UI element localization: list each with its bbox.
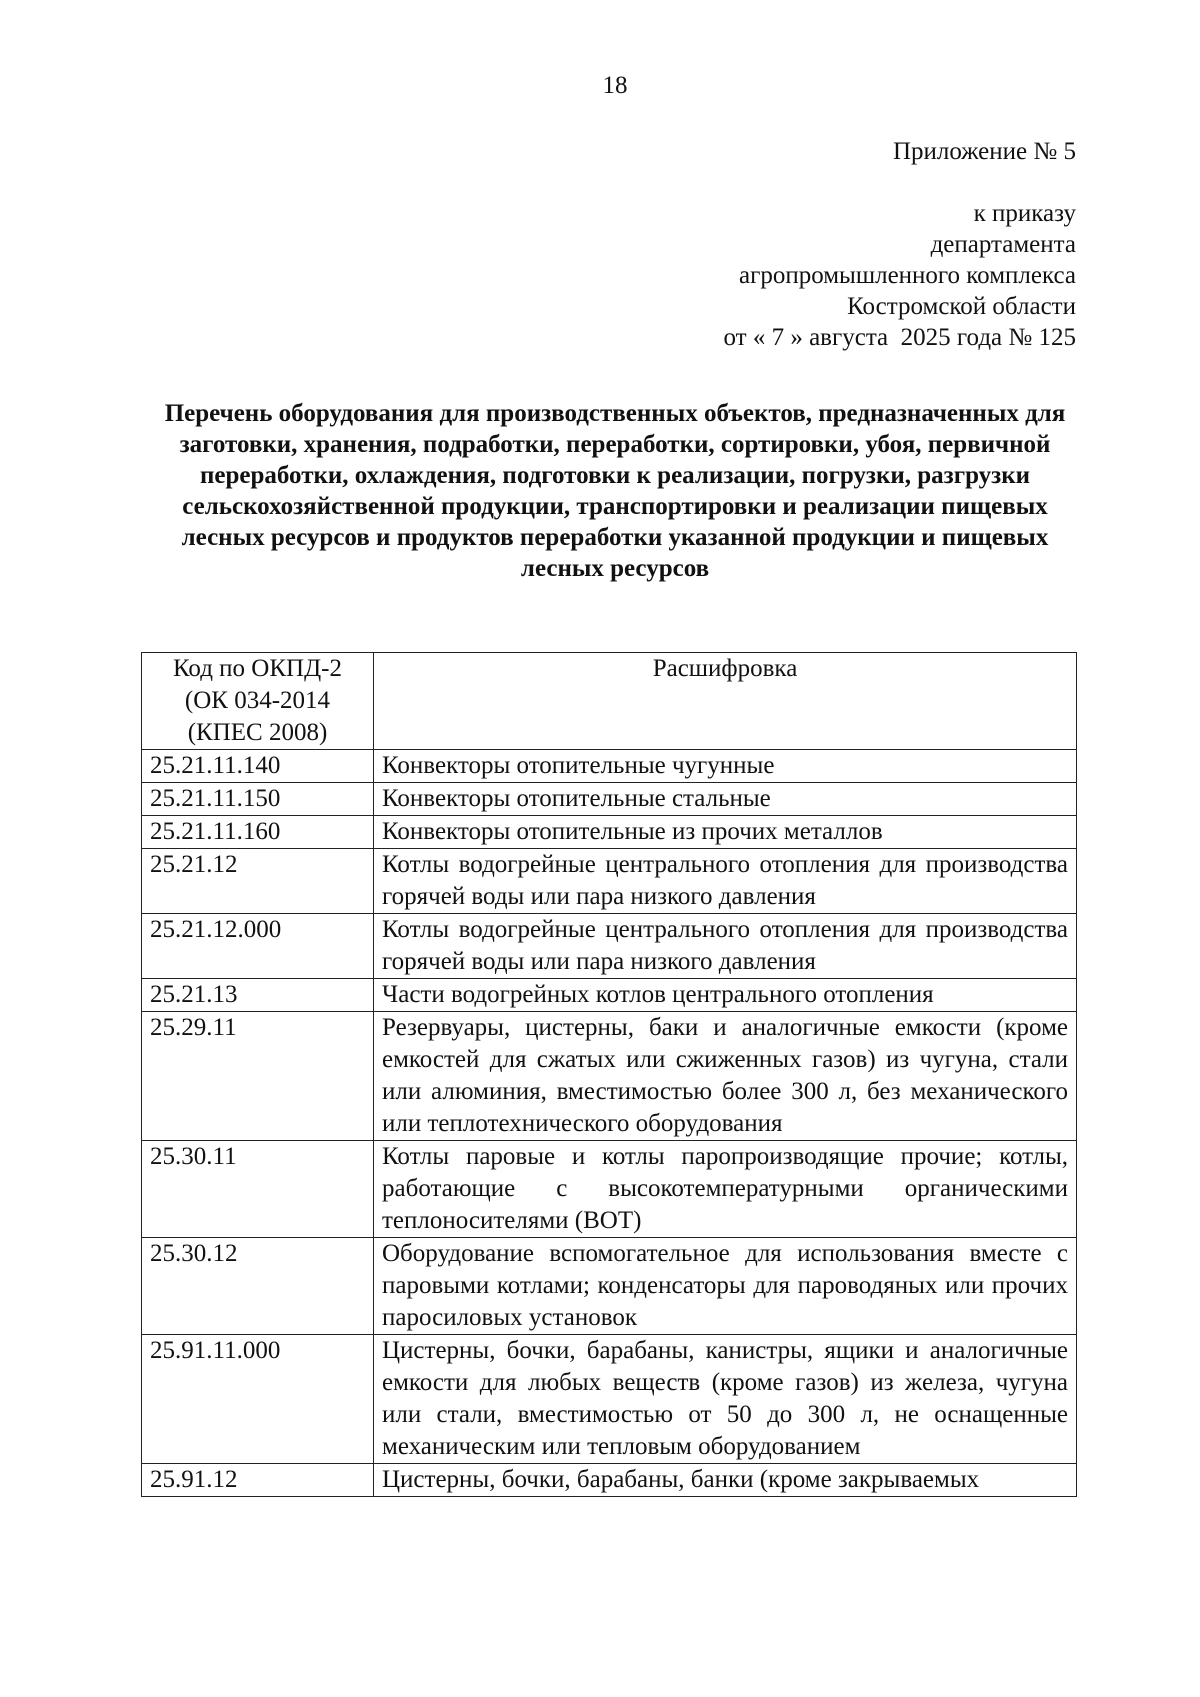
cell-code: 25.21.12 <box>142 849 374 914</box>
table-row <box>142 914 1077 979</box>
table-row <box>142 849 1077 914</box>
cell-description: Части водогрейных котлов центрального отопления <box>374 979 1077 1012</box>
header-code: Код по ОКПД-2 (ОК 034-2014 (КПЕС 2008) <box>142 653 374 750</box>
table-row <box>142 1012 1077 1141</box>
cell-code: 25.91.12 <box>142 1464 374 1497</box>
cell-code: 25.21.11.160 <box>142 816 374 849</box>
cell-description: Резервуары, цистерны, баки и аналогичные емкости (кроме емкостей для сжатых или сжиженных газов) из чугуна, стали или алюминия, вместимостью более 300 л, без механического или теплотехнического оборудования <box>374 1012 1077 1141</box>
header-description: Расшифровка <box>374 653 1077 750</box>
table-row <box>142 1464 1077 1497</box>
cell-code: 25.21.11.140 <box>142 750 374 783</box>
appendix-line: от « 7 » августа 2025 года № 125 <box>723 324 1076 351</box>
table-row <box>142 750 1077 783</box>
table-row <box>142 979 1077 1012</box>
table-row <box>142 1238 1077 1335</box>
table-row <box>142 783 1077 816</box>
page-number: 18 <box>602 72 628 99</box>
cell-description: Конвекторы отопительные чугунные <box>374 750 1077 783</box>
appendix-line: департамента <box>930 231 1076 258</box>
table-row <box>142 816 1077 849</box>
cell-code: 25.29.11 <box>142 1012 374 1141</box>
appendix-spacer <box>723 167 1076 198</box>
cell-description: Цистерны, бочки, барабаны, банки (кроме закрываемых <box>374 1464 1077 1497</box>
table-row <box>142 1141 1077 1238</box>
cell-code: 25.30.11 <box>142 1141 374 1238</box>
cell-code: 25.21.11.150 <box>142 783 374 816</box>
appendix-line: Костромской области <box>847 293 1076 320</box>
appendix-line: агропромышленного комплекса <box>738 262 1076 289</box>
cell-description: Цистерны, бочки, барабаны, канистры, ящики и аналогичные емкости для любых веществ (кроме газов) из железа, чугуна или стали, вместимостью от 50 до 300 л, не оснащенные механическим или тепловым оборудованием <box>374 1335 1077 1464</box>
table-header-row <box>142 653 1077 750</box>
cell-code: 25.91.11.000 <box>142 1335 374 1464</box>
cell-description: Конвекторы отопительные стальные <box>374 783 1077 816</box>
table-row <box>142 1335 1077 1464</box>
cell-code: 25.21.12.000 <box>142 914 374 979</box>
equipment-table <box>141 652 1077 1497</box>
cell-code: 25.30.12 <box>142 1238 374 1335</box>
appendix-title: Приложение № 5 <box>892 138 1076 165</box>
appendix-block <box>723 136 1076 353</box>
cell-description: Котлы водогрейные центрального отопления для производства горячей воды или пара низкого давления <box>374 914 1077 979</box>
appendix-line: к приказу <box>973 200 1076 227</box>
document-title: Перечень оборудования для производственных объектов, предназначенных для заготовки, хранения, подработки, переработки, сортировки, убоя, первичной переработки, охлаждения, подготовки к реализации, погрузки, разгрузки сельскохозяйственной продукции, транспортировки и реализации пищевых лесных ресурсов и продуктов переработки указанной продукции и пищевых лесных ресурсов <box>164 400 1066 582</box>
cell-description: Котлы паровые и котлы паропроизводящие прочие; котлы, работающие с высокотемпературными органическими теплоносителями (ВОТ) <box>374 1141 1077 1238</box>
cell-description: Оборудование вспомогательное для использования вместе с паровыми котлами; конденсаторы для пароводяных или прочих паросиловых установок <box>374 1238 1077 1335</box>
cell-description: Конвекторы отопительные из прочих металлов <box>374 816 1077 849</box>
cell-description: Котлы водогрейные центрального отопления для производства горячей воды или пара низкого давления <box>374 849 1077 914</box>
cell-code: 25.21.13 <box>142 979 374 1012</box>
